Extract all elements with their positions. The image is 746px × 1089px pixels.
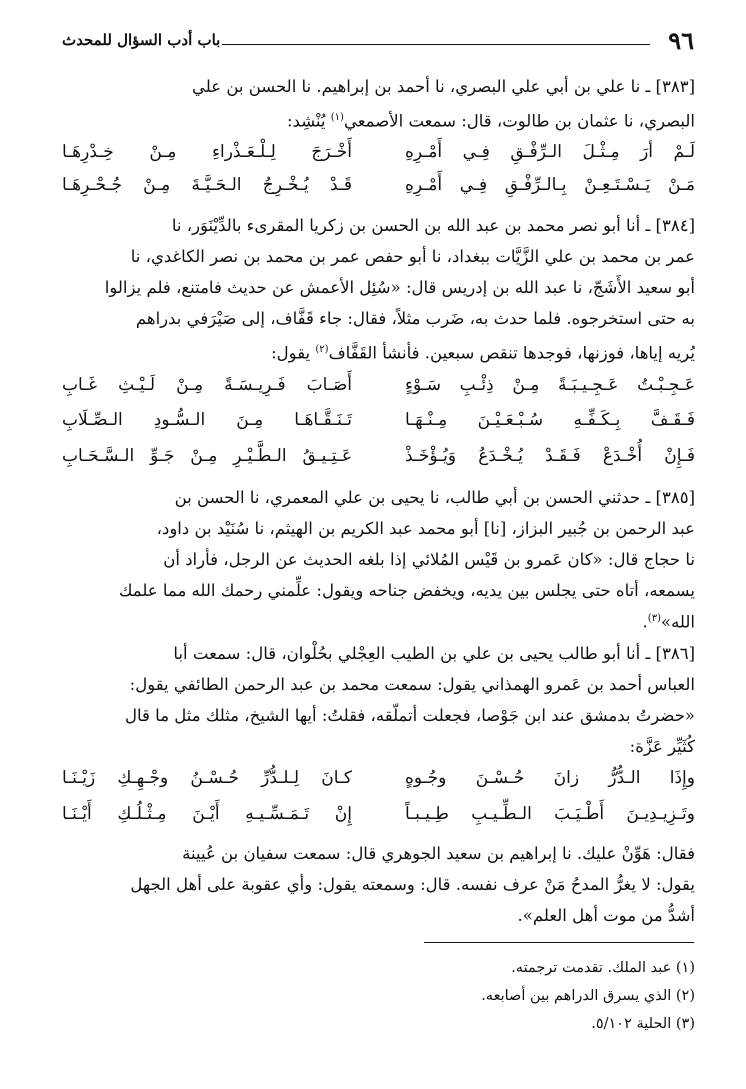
hadith-384-line-2: عمر بن محمد بن علي الزَّيَّات ببغداد، نا أبو حفص عمر بن محمد بن نصر الكاغدي، نا [130,247,695,266]
verse-first-hemistich: لَـمْ أرَ مِـثْـلَ الـرِّفْـقِ فِـي أَمْـرِهِ [405,142,695,162]
verse-first-hemistich: وإِذَا الـدُّرُّ زانَ حُـسْـنَ وجُـوهٍ [405,768,695,788]
page-header [62,26,694,56]
verse-383-1 [62,142,695,172]
verse-second-hemistich: عَـتِـيـقُ الـطَّـيْـرِ مِـنْ جَـوِّ الـسَّـحَـابِ [62,446,352,466]
verse-first-hemistich: مَـنْ يَـسْـتَـعِـنْ بِـالـرِّفْـقِ فِـي أَمْـرِهِ [405,175,695,195]
hadith-383-line-2: البصري، نا عثمان بن طالوت، قال: سمعت الأصمعي$^{(١)}$ يُنْشِد: [286,111,695,131]
verse-second-hemistich: تَـنَـقَّـاهَـا مِـنَ الـسُّـودِ الـصِّـلَابِ [62,410,352,430]
hadith-386-continued-line-3: أشدُّ من موت أهل العلم». [517,906,695,925]
verse-first-hemistich: فَـقَـفَّ بِـكَـفِّـهِ سُـبْـعَـيْـنَ مِـنْـهَـا [405,410,695,430]
hadith-386-line-3: «حضرتُ بدمشق عند ابن جَوْصا، فجعلت أتملّقه، فقلتُ: أيها الشيخ، مثلك مثل ما قال [125,706,695,725]
verse-386-1 [62,768,695,798]
hadith-385-line-4: يسمعه، أتاه حتى يجلس بين يديه، ويخفض جناحه ويقول: علِّمني رحمك الله مما علمك [118,581,695,600]
footnote-ref-3: (٣) [647,613,661,624]
verse-second-hemistich: أَصَـابَ فَـرِيـسَـةً مِـنْ لَـيْـثِ غَـابِ [62,375,352,395]
hadith-384-line-5: يُريه إياها، فوزنها، فوجدها تنقص سبعين. فأنشأ القَفَّاف$^{(٢)}$ يقول: [271,343,695,363]
verse-second-hemistich: كـانَ لِـلـدُّرِّ حُـسْـنُ وجْـهِـكِ زَيْـنَـا [62,768,352,788]
footnote-3: (٣) الحلية ٥/١٠٢. [591,1016,695,1032]
verse-384-1 [62,375,695,405]
footnote-1: (١) عبد الملك. تقدمت ترجمته. [511,960,695,976]
footnote-ref-1: (١) [330,112,344,123]
verse-384-3 [62,446,695,476]
verse-383-2 [62,175,695,205]
hadith-385-line-2: عبد الرحمن بن جُبير البزاز، [نا] أبو محمد عبد الكريم بن الهيثم، نا سُنَيْد بن داود، [156,519,695,538]
hadith-386-continued-line-1: فقال: هَوِّنْ عليك. نا إبراهيم بن سعيد الجوهري قال: سمعت سفيان بن عُيينة [182,844,695,863]
verse-first-hemistich: فَـإِنْ أُخْـدَعْ فَـقَـدْ يُـخْـدَعُ وَيُـؤْخَـذْ [405,446,695,466]
hadith-386-line-2: العباس أحمد بن عَمرو الهمذاني يقول: سمعت محمد بن عبد الرحمن الطائفي يقول: [129,675,695,694]
hadith-386-line-4: كُثَيِّر عَزَّة: [629,737,695,756]
footnote-ref-2: (٢) [315,344,329,355]
verse-second-hemistich: إِنْ تَـمَـسِّـيـهِ أَيْـنَ مِـثْـلُـكِ أَيْـنَـا [62,804,352,824]
running-title: باب أدب السؤال للمحدث [62,31,221,49]
verse-second-hemistich: أَخْـرَجَ لِـلْـعَـذْراءِ مِـنْ خِـدْرِهَـا [62,142,352,162]
hadith-384-line-3: أبو سعيد الأَشَجّ، نا عبد الله بن إدريس قال: «سُئِل الأعمش عن حديث فامتنع، فلم يزالوا [104,278,695,297]
header-rule [222,44,650,45]
hadith-385-line-3: نا حجاج قال: «كان عَمرو بن قَيْس المُلائي إذا بلغه الحديث عن الرجل، فأراد أن [163,550,695,569]
hadith-386-continued-line-2: يقول: لا يغرُّ المدحُ مَنْ عرف نفسه. قال: وسمعته يقول: وأي عقوبة على أهل الجهل [130,875,695,894]
hadith-383-line-1: [٣٨٣] ـ نا علي بن أبي علي البصري، نا أحمد بن إبراهيم. نا الحسن بن علي [192,77,695,96]
verse-first-hemistich: عَـجِـبْـتُ عَـجِـيـبَـةً مِـنْ ذِئْـبِ سَـوْءٍ [405,375,695,395]
footnote-2: (٢) الذي يسرق الدراهم بين أصابعه. [481,988,695,1004]
footnote-separator [424,942,694,943]
verse-384-2 [62,410,695,440]
hadith-384-line-1: [٣٨٤] ـ أنا أبو نصر محمد بن عبد الله بن الحسن بن زكريا المقرىء بالدِّيْنَوَر، نا [171,216,695,235]
verse-second-hemistich: قَـدْ يُـخْـرِجُ الـحَـيَّـةَ مِـنْ جُـحْـرِهَـا [62,175,352,195]
hadith-384-line-4: به حتى استخرجوه. فلما حدث به، ضَرب مثلاً، فقال: جاء قَفَّاف، إلى صَيْرَفي بدراهم [135,309,695,328]
hadith-385-line-5: الله»$^{(٣)}$. [642,612,695,632]
page-number: ٩٦ [668,26,694,55]
hadith-385-line-1: [٣٨٥] ـ حدثني الحسن بن أبي طالب، نا يحيى بن علي المعمري، نا الحسن بن [174,488,695,507]
hadith-386-line-1: [٣٨٦] ـ أنا أبو طالب يحيى بن علي بن الطيب العِجْلي بحُلْوان، قال: سمعت أبا [173,644,695,663]
verse-386-2 [62,804,695,834]
verse-first-hemistich: وتَـزِيـدِيـنَ أَطْـيَـبَ الـطِّـيـبِ طِـيـبـاً [405,804,695,824]
